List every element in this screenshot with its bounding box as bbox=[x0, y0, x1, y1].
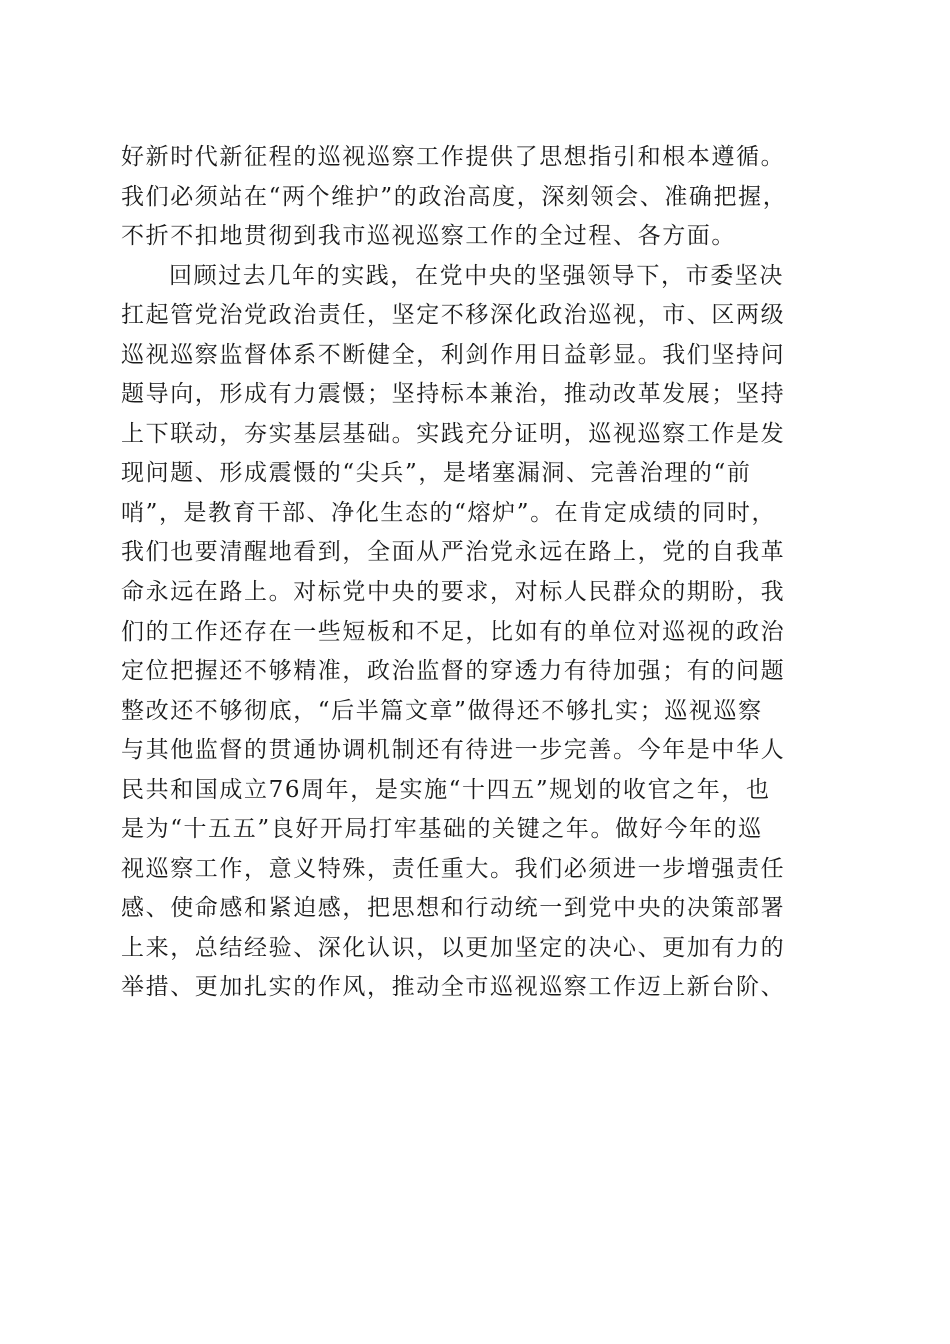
text-line: 哨”，是教育干部、净化生态的“熔炉”。在肯定成绩的同时， bbox=[121, 499, 777, 526]
text-line: 我们也要清醒地看到，全面从严治党永远在路上，党的自我革 bbox=[121, 539, 786, 566]
text-line: 民共和国成立76周年，是实施“十四五”规划的收官之年，也 bbox=[121, 776, 771, 803]
text-line: 现问题、形成震慑的“尖兵”，是堵塞漏洞、完善治理的“前 bbox=[121, 460, 752, 487]
text-line: 视巡察工作，意义特殊，责任重大。我们必须进一步增强责任 bbox=[121, 855, 786, 882]
text-line: 们的工作还存在一些短板和不足，比如有的单位对巡视的政治 bbox=[121, 618, 786, 645]
text-line: 回顾过去几年的实践，在党中央的坚强领导下，市委坚决 bbox=[169, 262, 784, 289]
body-text bbox=[121, 138, 841, 1008]
text-line: 好新时代新征程的巡视巡察工作提供了思想指引和根本遵循。 bbox=[121, 144, 786, 170]
text-line: 上来，总结经验、深化认识，以更加坚定的决心、更加有力的 bbox=[121, 934, 786, 961]
text-line: 不折不扣地贯彻到我市巡视巡察工作的全过程、各方面。 bbox=[121, 223, 736, 250]
text-line: 命永远在路上。对标党中央的要求，对标人民群众的期盼，我 bbox=[121, 579, 786, 606]
text-line: 是为“十五五”良好开局打牢基础的关键之年。做好今年的巡 bbox=[121, 816, 763, 843]
text-line: 举措、更加扎实的作风，推动全市巡视巡察工作迈上新台阶、 bbox=[121, 974, 786, 1001]
paragraph-1 bbox=[121, 138, 841, 257]
text-line: 定位把握还不够精准，政治监督的穿透力有待加强；有的问题 bbox=[121, 658, 786, 685]
text-line: 巡视巡察监督体系不断健全，利剑作用日益彰显。我们坚持问 bbox=[121, 341, 786, 368]
text-line: 我们必须站在“两个维护”的政治高度，深刻领会、准确把握， bbox=[121, 183, 788, 210]
text-line: 整改还不够彻底，“后半篇文章”做得还不够扎实；巡视巡察 bbox=[121, 697, 763, 724]
text-line: 感、使命感和紧迫感，把思想和行动统一到党中央的决策部署 bbox=[121, 895, 786, 922]
text-line: 上下联动，夯实基层基础。实践充分证明，巡视巡察工作是发 bbox=[121, 420, 786, 447]
text-line: 扛起管党治党政治责任，坚定不移深化政治巡视，市、区两级 bbox=[121, 302, 786, 329]
paragraph-2 bbox=[121, 257, 841, 1008]
text-line: 题导向，形成有力震慑；坚持标本兼治，推动改革发展；坚持 bbox=[121, 381, 786, 408]
text-line: 与其他监督的贯通协调机制还有待进一步完善。今年是中华人 bbox=[121, 737, 786, 764]
